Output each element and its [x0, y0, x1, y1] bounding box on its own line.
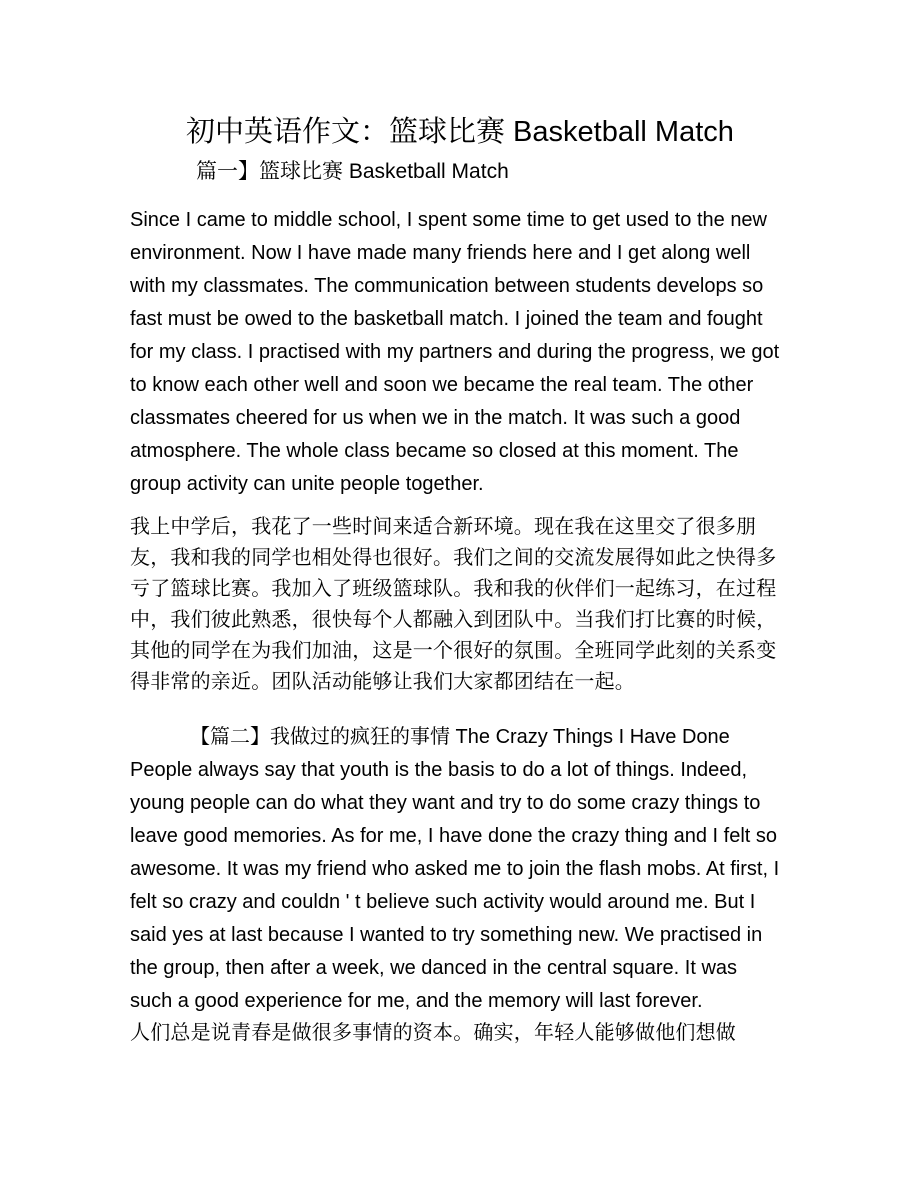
section-heading-2: 【篇二】我做过的疯狂的事情 The Crazy Things I Have Done	[190, 726, 730, 748]
section-1-chinese-paragraph: 我上中学后，我花了一些时间来适合新环境。现在我在这里交了很多朋友，我和我的同学也相处得也很好。我们之间的交流发展得如此之快得多亏了篮球比赛。我加入了班级篮球队。我和我的伙伴们一起练习，在过程中，我们彼此熟悉，很快每个人都融入到团队中。当我们打比赛的时候，其他的同学在为我们加油，这是一个很好的氛围。全班同学此刻的关系变得非常的亲近。团队活动能够让我们大家都团结在一起。	[130, 516, 777, 693]
page-title: 初中英语作文：篮球比赛 Basketball Match	[186, 116, 734, 148]
spacer	[130, 698, 780, 721]
spacer	[130, 188, 780, 204]
document-body	[130, 112, 780, 1049]
section-2-english-paragraph: People always say that youth is the basis to do a lot of things. Indeed, young people can do what they want and try to do some crazy things to leave good memories. As for me, I have done the crazy thing and I felt so awesome. It was my friend who asked me to join the flash mobs. At first, I felt so crazy and couldn ' t believe such activity would around me. But I said yes at last because I wanted to try something new. We practised in the group, then after a week, we danced in the central square. It was such a good experience for me, and the memory will last forever.	[130, 759, 780, 1012]
section-heading-1: 篇一】篮球比赛 Basketball Match	[196, 160, 509, 183]
section-2-chinese-paragraph: 人们总是说青春是做很多事情的资本。确实，年轻人能够做他们想做	[130, 1022, 736, 1044]
spacer	[130, 501, 780, 512]
section-1-english-paragraph: Since I came to middle school, I spent some time to get used to the new environment. Now I have made many friends here and I get along well with my classmates. The communication between students develops so fast must be owed to the basketball match. I joined the team and fought for my class. I practised with my partners and during the progress, we got to know each other well and soon we became the real team. The other classmates cheered for us when we in the match. It was such a good atmosphere. The whole class became so closed at this moment. The group activity can unite people together.	[130, 209, 780, 495]
